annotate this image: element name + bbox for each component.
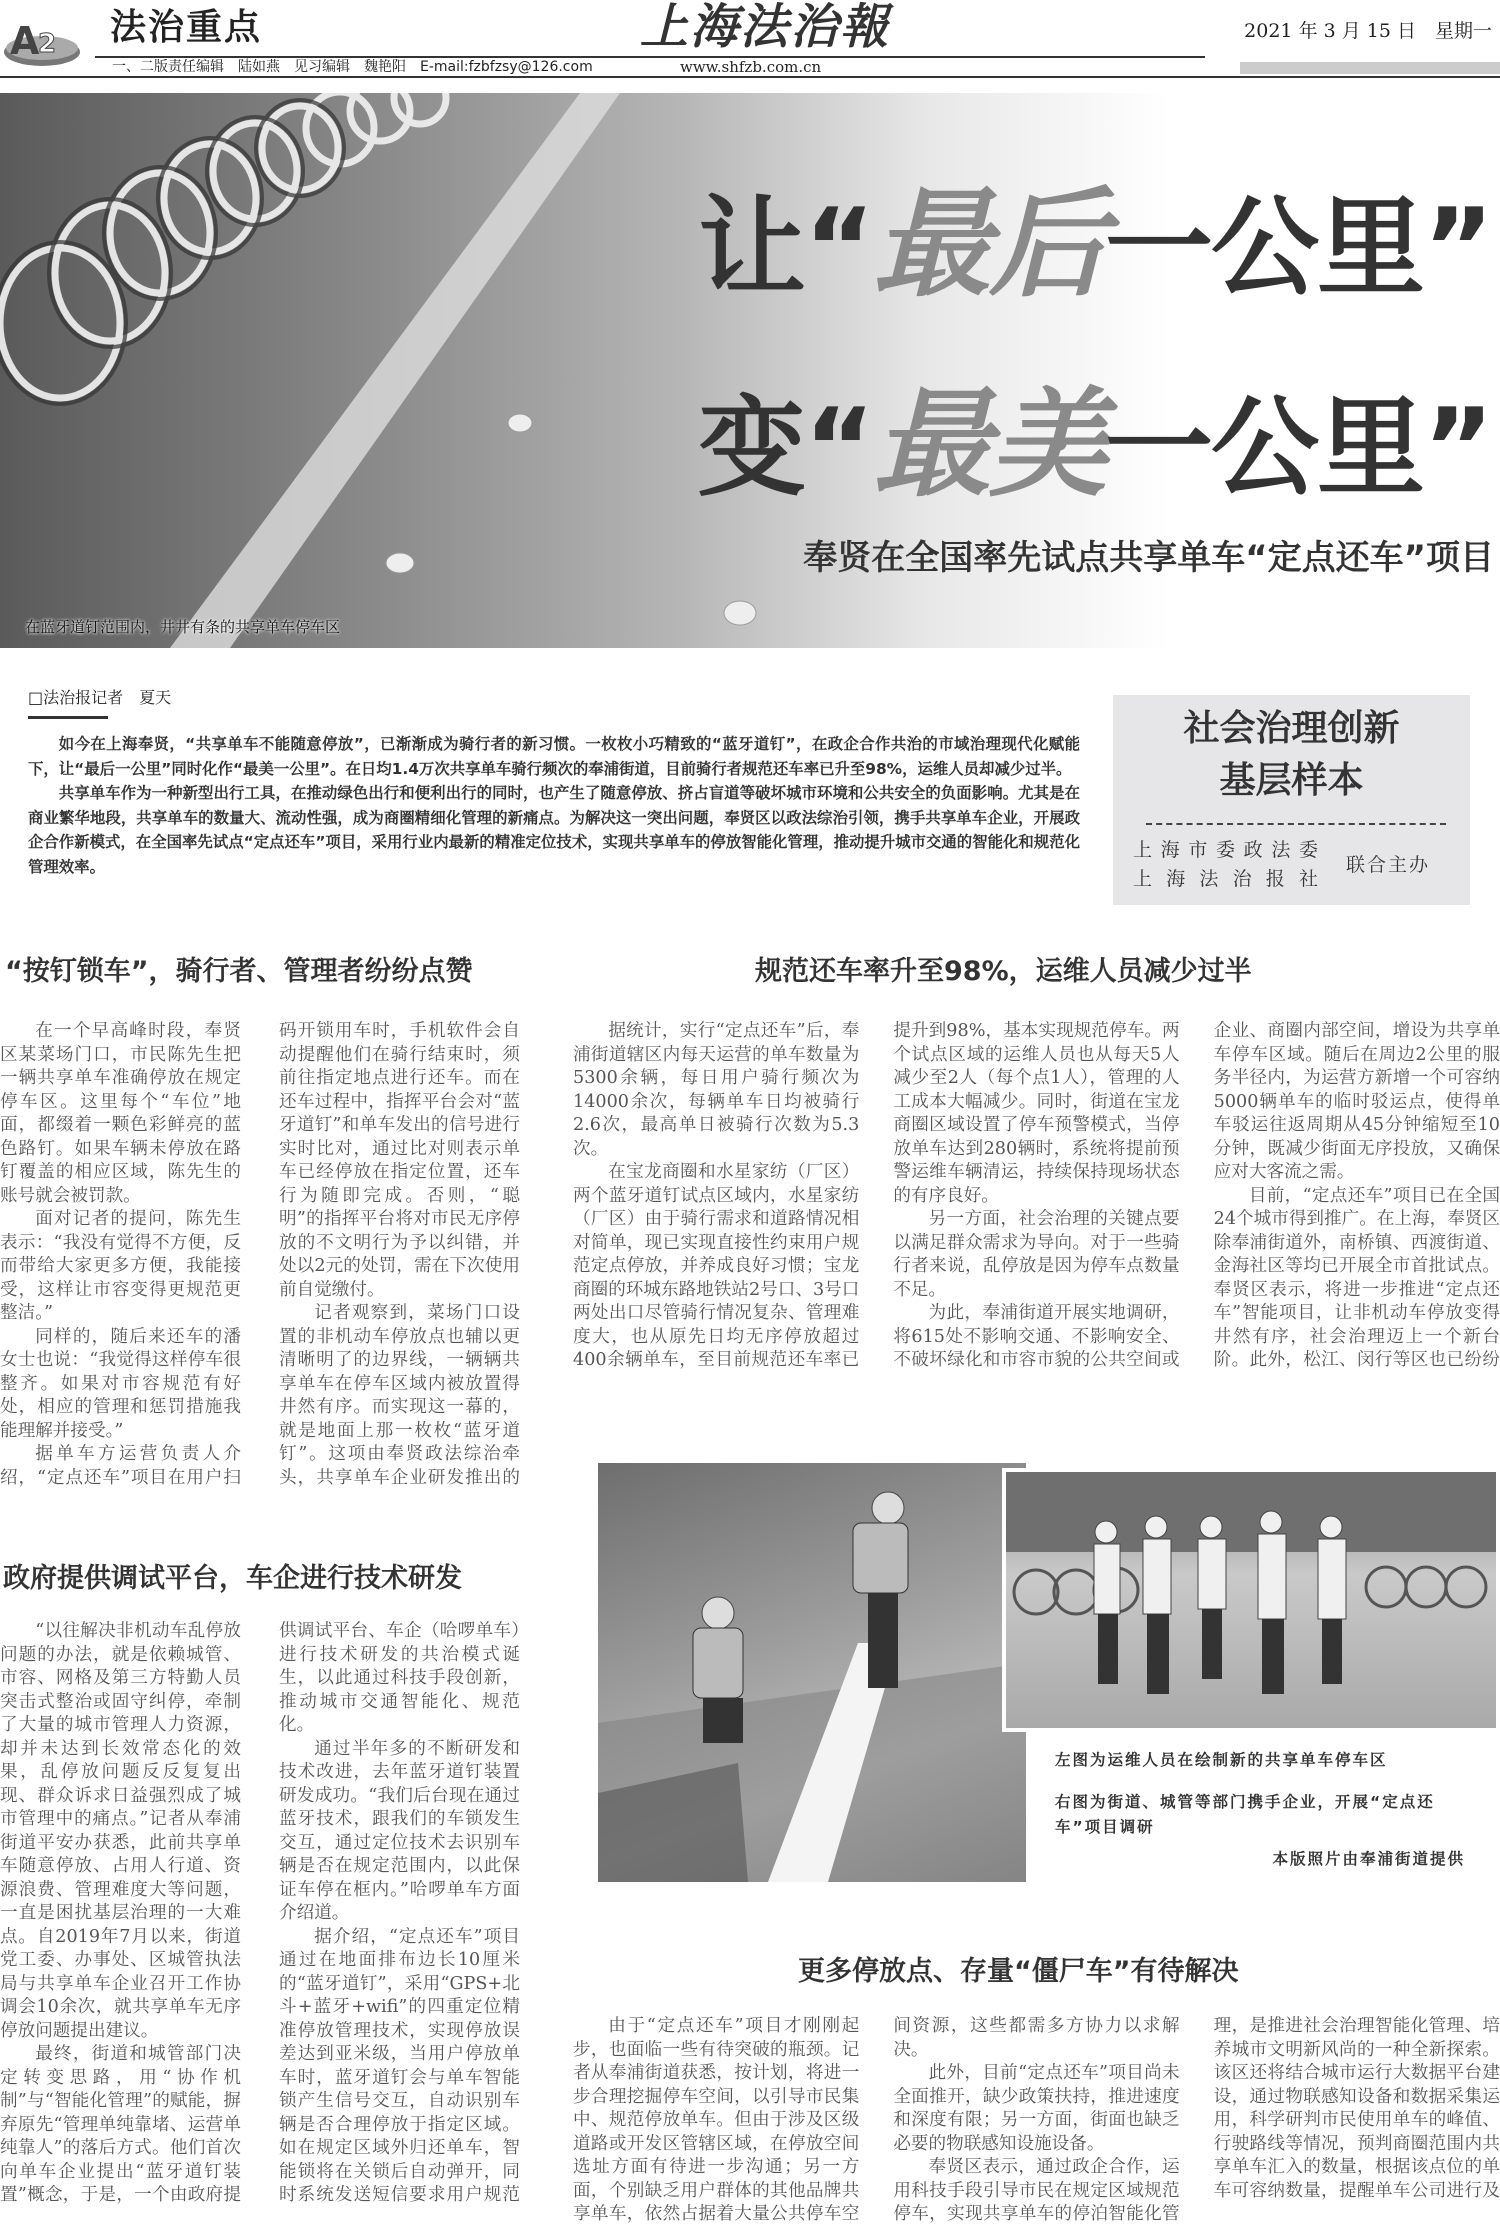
- section-heading: 规范还车率升至98%，运维人员减少过半: [755, 956, 1252, 987]
- issue-date: 2021 年 3 月 15 日 星期一: [1244, 20, 1492, 42]
- paragraph: 据统计，实行“定点还车”后，奉浦街道辖区内每天运营的单车数量为5300余辆，每日用户骑行频次为14000余次，每辆单车日均被骑行2.6次，最高单日被骑行次数为5.3次。: [573, 1021, 860, 1159]
- article-columns: [0, 1020, 520, 1510]
- paragraph: 另一方面，社会治理的关键点要以满足群众需求为导向。对于一些骑行者来说，乱停放是因为停车点数量不足。: [893, 1209, 1180, 1300]
- headline-line-1: [698, 174, 1492, 313]
- subtitle: 奉贤在全国率先试点共享单车“定点还车”项目: [803, 538, 1494, 578]
- editors-line: 一、二版责任编辑 陆如燕 见习编辑 魏艳阳 E-mail:fzbfzsy@126.com: [112, 59, 593, 75]
- website-url: www.shfzb.com.cn: [680, 58, 822, 76]
- paragraph: 为此，奉浦街道开展实地调研，将615处不影响交通、不影响安全、不破坏绿化和市容市貌的公共空间或企业、商圈内部空间，增设为共享单车停车区域。随后在周边2公里的服务半径内，为运营方新增一个可容纳5000辆单车的临时驳运点，使得单车驳运往返周期从45分钟缩短至10分钟，既减少街面无序投放，又确保应对大客流之需。: [893, 1021, 1500, 1370]
- headline-text: 变“: [698, 386, 873, 511]
- headline-line-2: [698, 374, 1492, 513]
- paragraph: 通过半年多的不断研发和技术改进，去年蓝牙道钉装置研发成功。“我们后台现在通过蓝牙技术，跟我们的车锁发生交互，通过定位技术去识别车辆是否在规定范围内，以此保证车停在框内。”哈啰单车方面介绍道。: [279, 1738, 520, 1923]
- section-name: 法治重点: [110, 7, 263, 48]
- byline: □法治报记者 夏天: [28, 688, 172, 707]
- headline-emphasis: 最后: [873, 174, 1106, 313]
- paragraph: 奉贤区表示，通过政企合作，运用科技手段引导市民在规定区域规范停车，实现共享单车的停泊智能化管理，是推进社会治理智能化管理、培养城市文明新风尚的一种全新探索。该区还将结合城市运行大数据平台建设，通过物联感知设备和数据采集运用，科学研判市民使用单车的峰值、行驶路线等情况，预判商圈范围内共享单车汇入的数量，根据该点位的单车可容纳数量，提醒单车公司进行及: [893, 2016, 1500, 2224]
- newspaper-masthead: 上海法治報: [640, 0, 891, 55]
- paragraph: 此外，目前“定点还车”项目尚未全面推开，缺少政策扶持，推进速度和深度有限；另一方面，街面也缺乏必要的物联感知设施设备。: [893, 2063, 1180, 2154]
- paragraph: 最终，街道和城管部门决定转变思路，用“协作机制”与“智能化管理”的赋能，摒弃原先“管理单纯靠堵、运营单纯靠人”的落后方式。他们首次向单车企业提出“蓝牙道钉装置”概念，于是，一个由政府提供调试平台、车企（哈啰单车）进行技术研发的共治模式诞生，以此通过科技手段创新，推动城市交通智能化、规范化。: [0, 1621, 520, 2205]
- section-heading: 政府提供调试平台，车企进行技术研发: [3, 1563, 462, 1594]
- paragraph: 目前，“定点还车”项目已在全国24个城市得到推广。在上海，奉贤区除奉浦街道外，南桥镇、西渡街道、金海社区等均已开展全市首批试点。奉贤区表示，将进一步推进“定点还车”智能项目，让非机动车停放变得井然有序，社会治理迈上一个新台阶。此外，松江、闵行等区也已纷纷: [1213, 1185, 1500, 1370]
- banner-title: 社会治理创新: [1183, 708, 1400, 749]
- paragraph: 在一个早高峰时段，奉贤区某菜场门口，市民陈先生把一辆共享单车准确停放在规定停车区。这里每个“车位”地面，都缀着一颗色彩鲜亮的蓝色路钉。如果车辆未停放在路钉覆盖的相应区域，陈先生的账号就会被罚款。: [0, 1021, 241, 1206]
- lead-paragraphs: [28, 732, 1080, 879]
- svg-text:A: A: [10, 19, 40, 63]
- article-columns: [573, 2015, 1500, 2229]
- section-heading: 更多停放点、存量“僵尸车”有待解决: [798, 1956, 1239, 1987]
- paragraph: 同样的，随后来还车的潘女士也说：“我觉得这样停车很整齐。如果对市容规范有好处，相应的管理和惩罚措施我能理解并接受。”: [0, 1326, 241, 1441]
- photo-officials-inspecting: [1002, 1468, 1500, 1732]
- svg-text:2: 2: [38, 29, 57, 59]
- article-columns: [573, 1020, 1500, 1395]
- officials-illustration: [1006, 1472, 1496, 1728]
- paragraph: 在宝龙商圈和水星家纺（厂区）两个蓝牙道钉试点区域内，水星家纺（厂区）由于骑行需求和道路情况相对简单，现已实现直接性约束用户规范定点停放，并养成良好习惯；宝龙商圈的环城东路地铁站2号口、3号口两处出口尽管骑行情况复杂、管理难度大，也从原先日均无序停放超过400余辆单车，至目前规范还车率已提升到98%，基本实现规范停车。两个试点区域的运维人员也从每天5人减少至2人（每个点1人），管理的人工成本大幅减少。同时，街道在宝龙商圈区域设置了停车预警模式，当停放单车达到280辆时，系统将提前预警运维车辆清运，持续保持现场状态的有序良好。: [573, 1021, 1180, 1370]
- header-gray-bar: [1240, 62, 1500, 74]
- lead-paragraph: 共享单车作为一种新型出行工具，在推动绿色出行和便利出行的同时，也产生了随意停放、挤占盲道等破坏城市环境和公共安全的负面影响。尤其是在商业繁华地段，共享单车的数量大、流动性强，成为商圈精细化管理的新痛点。为解决这一突出问题，奉贤区以政法综治引领，携手共享单车企业，开展政企合作新模式，在全国率先试点“定点还车”项目，采用行业内最新的精准定位技术，实现共享单车的停放智能化管理，推动提升城市交通的智能化和规范化管理效率。: [28, 784, 1080, 876]
- organizer: 上海市委政法委: [1133, 839, 1318, 861]
- column-banner: [1113, 695, 1470, 905]
- paragraph: 面对记者的提问，陈先生表示：“我没有觉得不方便，反而带给大家更多方便，我能接受，这样让市容变得更规范更整洁。”: [0, 1209, 241, 1323]
- headline-text: 一公里”: [1105, 386, 1492, 511]
- page-number-badge: [2, 10, 94, 68]
- banner-title: 基层样本: [1219, 760, 1364, 801]
- photo-caption-left: 左图为运维人员在绘制新的共享单车停车区: [1055, 1751, 1388, 1769]
- paragraph: 据介绍，“定点还车”项目通过在地面排布边长10厘米的“蓝牙道钉”，采用“GPS+北斗+蓝牙+wifi”的四重定位精准停放管理技术，实现停放误差达到亚米级，当用户停放单车时，蓝牙道钉会与单车智能锁产生信号交互，自动识别车辆是否合理停放于指定区域。如在规定区域外归还单车，智能锁将在关锁后自动弹开，同时系统发送短信要求用户规范: [279, 1926, 520, 2205]
- byline-rule: [28, 716, 108, 719]
- paragraph: “以往解决非机动车乱停放问题的办法，就是依赖城管、市容、网格及第三方特勤人员突击式整治或固守纠停，牵制了大量的城市管理人力资源，却并未达到长效常态化的效果，乱停放问题反反复复出现、群众诉求日益强烈成了城市管理中的痛点。”记者从奉浦街道平安办获悉，此前共享单车随意停放、占用人行道、资源浪费、管理难度大等问题，一直是困扰基层治理的一大难点。自2019年7月以来，街道党工委、办事处、区城管执法局与共享单车企业召开工作协调会10余次，就共享单车无序停放问题提出建议。: [0, 1621, 241, 2041]
- section-heading: “按钉锁车”，骑行者、管理者纷纷点赞: [5, 956, 473, 987]
- header-rule: [95, 56, 1205, 58]
- co-host-label: 联合主办: [1346, 854, 1431, 876]
- photo-workers-painting: [598, 1463, 1026, 1882]
- headline-emphasis: 最美: [873, 374, 1106, 513]
- header-bottom-rule: [0, 76, 1500, 78]
- organizer: 上海法治报社: [1133, 868, 1318, 890]
- paragraph: 记者观察到，菜场门口设置的非机动车停放点也辅以更清晰明了的边界线，一辆辆共享单车在停车区域内被放置得井然有序。而实现这一幕的，就是地面上那一枚枚“蓝牙道钉”。这项由奉贤政法综治牵头，共享单车企业研发推出的: [279, 1303, 520, 1488]
- article-columns: [0, 1620, 520, 2229]
- headline-text: 一公里”: [1105, 186, 1492, 311]
- lead-paragraph: 如今在上海奉贤，“共享单车不能随意停放”，已渐渐成为骑行者的新习惯。一枚枚小巧精致的“蓝牙道钉”，在政企合作共治的市域治理现代化赋能下，让“最后一公里”同时化作“最美一公里”。在日均1.4万次共享单车骑行频次的奉浦街道，目前骑行者规范还车率已升至98%，运维人员却减少过半。: [28, 735, 1080, 778]
- paragraph: 由于“定点还车”项目才刚刚起步，也面临一些有待突破的瓶颈。记者从奉浦街道获悉，按计划，将进一步合理挖掘停车空间，以引导市民集中、规范停放单车。但由于涉及区级道路或开发区管辖区域，在停放空间选址方面有待进一步沟通；另一方面，个别缺乏用户群体的其他品牌共享单车，依然占据着大量公共停车空间资源，这些都需多方协力以求解决。: [573, 2016, 1180, 2224]
- workers-illustration: [598, 1463, 1026, 1882]
- headline-text: 让“: [698, 186, 873, 311]
- photo-credit: 本版照片由奉浦街道提供: [1272, 1850, 1465, 1868]
- paragraph: 据单车方运营负责人介绍，“定点还车”项目在用户扫码开锁用车时，手机软件会自动提醒他们在骑行结束时，须前往指定地点进行还车。而在还车过程中，指挥平台会对“蓝牙道钉”和单车发出的信号进行实时比对，通过比对则表示单车已经停放在指定位置，还车行为随即完成。否则，“聪明”的指挥平台将对市民无序停放的不文明行为予以纠错，并处以2元的处罚，需在下次使用前自觉缴付。: [0, 1021, 520, 1488]
- photo-caption-right: 右图为街道、城管等部门携手企业，开展“定点还车”项目调研: [1055, 1793, 1435, 1836]
- dashed-divider: [1146, 823, 1446, 825]
- photo-caption: 在蓝牙道钉范围内，井井有条的共享单车停车区: [25, 618, 341, 636]
